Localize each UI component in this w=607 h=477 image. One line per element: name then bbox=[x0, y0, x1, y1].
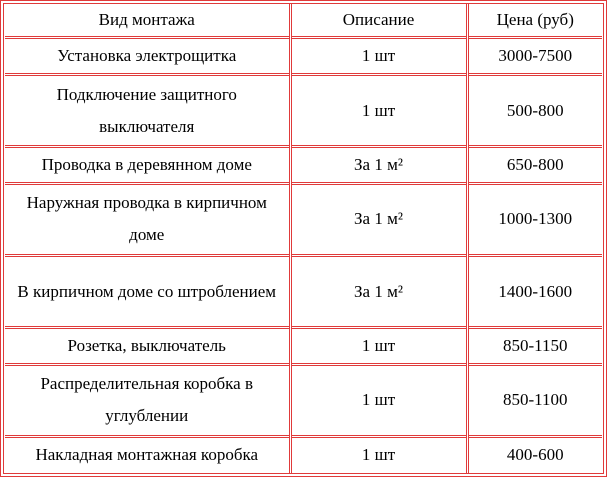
installation-type-cell: Подключение защитного выключателя bbox=[5, 74, 290, 147]
description-cell: 1 шт bbox=[290, 365, 467, 437]
price-cell: 850-1100 bbox=[467, 365, 602, 437]
description-cell: 1 шт bbox=[290, 436, 467, 473]
table-row bbox=[5, 328, 602, 365]
table-row bbox=[5, 436, 602, 473]
header-installation-type: Вид монтажа bbox=[98, 10, 195, 29]
header-description: Описание bbox=[290, 4, 467, 38]
description-cell: За 1 м² bbox=[290, 147, 467, 184]
table-header-row bbox=[5, 4, 602, 38]
description-cell: За 1 м² bbox=[290, 255, 467, 328]
installation-type-cell: Наружная проводка в кирпичном доме bbox=[5, 184, 290, 256]
installation-type-cell: Проводка в деревянном доме bbox=[5, 147, 290, 184]
table-row bbox=[5, 38, 602, 75]
installation-type-cell: В кирпичном доме со штроблением bbox=[5, 255, 290, 328]
price-cell: 500-800 bbox=[467, 74, 602, 147]
price-cell: 1400-1600 bbox=[467, 255, 602, 328]
price-cell: 400-600 bbox=[467, 436, 602, 473]
installation-type-cell: Розетка, выключатель bbox=[5, 328, 290, 365]
installation-type-cell: Накладная монтажная коробка bbox=[5, 436, 290, 473]
table-row bbox=[5, 74, 602, 147]
table-row bbox=[5, 365, 602, 437]
price-cell: 3000-7500 bbox=[467, 38, 602, 75]
installation-type-cell: Установка электрощитка bbox=[5, 38, 290, 75]
table-row bbox=[5, 255, 602, 328]
table-row bbox=[5, 184, 602, 256]
price-cell: 850-1150 bbox=[467, 328, 602, 365]
header-price: Цена (руб) bbox=[467, 4, 602, 38]
installation-type-cell: Распределительная коробка в углублении bbox=[5, 365, 290, 437]
description-cell: 1 шт bbox=[290, 38, 467, 75]
description-cell: 1 шт bbox=[290, 74, 467, 147]
price-cell: 650-800 bbox=[467, 147, 602, 184]
price-cell: 1000-1300 bbox=[467, 184, 602, 256]
description-cell: За 1 м² bbox=[290, 184, 467, 256]
table-row bbox=[5, 147, 602, 184]
description-cell: 1 шт bbox=[290, 328, 467, 365]
price-table bbox=[5, 4, 602, 473]
